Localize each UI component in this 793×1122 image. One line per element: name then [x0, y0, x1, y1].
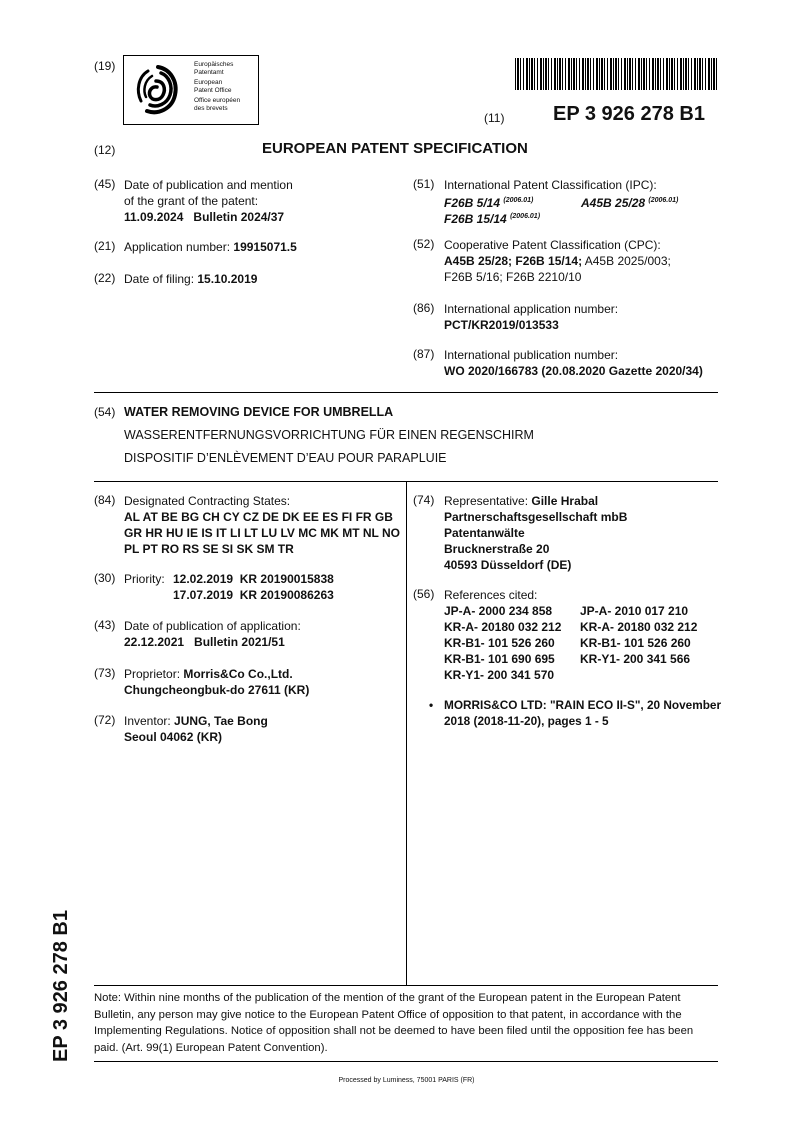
- office-name-line: Patent Office: [194, 86, 232, 94]
- office-name-line: Patentamt: [194, 68, 224, 76]
- field-label: References cited:: [444, 588, 538, 602]
- side-publication-number: EP 3 926 278 B1: [50, 910, 72, 1062]
- inid-code: (45): [94, 177, 116, 191]
- reference-cited: JP-A- 2000 234 858: [444, 604, 553, 618]
- field-label: Cooperative Patent Classification (CPC):: [444, 238, 661, 252]
- priority-entry: 17.07.2019 KR 20190086263: [173, 588, 334, 602]
- title-fr: DISPOSITIF D’ENLÈVEMENT D’EAU POUR PARAPLUIE: [124, 451, 447, 465]
- publication-number: EP 3 926 278 B1: [553, 103, 705, 125]
- code-11: (11): [484, 111, 505, 125]
- code-12: (12): [94, 143, 116, 157]
- epo-logo-icon: [128, 59, 190, 121]
- reference-cited: JP-A- 2010 017 210: [580, 604, 689, 618]
- field-label: Proprietor:: [124, 667, 184, 681]
- inventor-name: JUNG, Tae Bong: [174, 714, 268, 728]
- inid-code: (22): [94, 271, 116, 285]
- title-de: WASSERENTFERNUNGSVORRICHTUNG FÜR EINEN REGENSCHIRM: [124, 428, 534, 442]
- field-label: Inventor:: [124, 714, 175, 728]
- priority-entry: 12.02.2019 KR 20190015838: [173, 572, 334, 586]
- document-title: EUROPEAN PATENT SPECIFICATION: [262, 140, 528, 157]
- ipc-class: A45B 25/28: [581, 196, 646, 210]
- reference-cited: KR-Y1- 200 341 570: [444, 668, 555, 682]
- ipc-version: (2006.01): [503, 197, 534, 204]
- proprietor-name: Morris&Co Co.,Ltd.: [183, 667, 293, 681]
- inid-code: (84): [94, 493, 116, 507]
- office-name-line: European: [194, 79, 223, 87]
- code-19: (19): [94, 59, 116, 73]
- proprietor-address: Chungcheongbuk-do 27611 (KR): [124, 683, 310, 697]
- application-publication-date: 22.12.2021 Bulletin 2021/51: [124, 635, 285, 649]
- grant-date: 11.09.2024 Bulletin 2024/37: [124, 210, 285, 224]
- field-label: Priority:: [124, 572, 165, 586]
- representative-line: 40593 Düsseldorf (DE): [444, 558, 572, 572]
- inid-code: (30): [94, 571, 116, 585]
- opposition-note: [94, 990, 720, 1056]
- office-name-line: Europäisches: [194, 61, 234, 68]
- processed-by: Processed by Luminess, 75001 PARIS (FR): [338, 1077, 475, 1084]
- field-label: International publication number:: [444, 348, 619, 362]
- reference-cited: KR-A- 20180 032 212: [444, 620, 562, 634]
- field-label: Date of publication and mention: [124, 178, 293, 192]
- representative-line: Patentanwälte: [444, 526, 525, 540]
- inid-code: (54): [94, 405, 116, 419]
- ipc-class: F26B 15/14: [444, 212, 507, 226]
- reference-cited: KR-A- 20180 032 212: [580, 620, 698, 634]
- divider: [94, 985, 718, 986]
- office-name-line: Office européen: [194, 97, 241, 105]
- states-line: PL PT RO RS SE SI SK SM TR: [124, 542, 294, 556]
- field-label: Designated Contracting States:: [124, 494, 291, 508]
- ipc-class: F26B 5/14: [444, 196, 501, 210]
- column-divider: [406, 481, 407, 985]
- inid-code: (21): [94, 239, 116, 253]
- npl-line: MORRIS&CO LTD: "RAIN ECO II-S", 20 November: [444, 698, 722, 712]
- epo-logo-box: [123, 55, 259, 125]
- divider: [94, 392, 718, 393]
- inventor-address: Seoul 04062 (KR): [124, 730, 223, 744]
- reference-cited: KR-B1- 101 526 260: [580, 636, 691, 650]
- reference-cited: KR-Y1- 200 341 566: [580, 652, 691, 666]
- ipc-version: (2006.01): [648, 197, 679, 204]
- barcode: [515, 58, 717, 90]
- states-line: GR HR HU IE IS IT LI LT LU LV MC MK MT NL NO: [124, 526, 400, 540]
- representative-name: Gille Hrabal: [531, 494, 599, 508]
- npl-line: 2018 (2018-11-20), pages 1 - 5: [444, 714, 609, 728]
- inid-code: (56): [413, 587, 435, 601]
- note-line: Implementing Regulations. Notice of opposition shall not be deemed to have been filed until the opposition fee has been: [94, 1025, 694, 1037]
- title-en: WATER REMOVING DEVICE FOR UMBRELLA: [124, 405, 394, 419]
- inid-code: (74): [413, 493, 435, 507]
- inid-code: (52): [413, 237, 435, 251]
- inid-code: (43): [94, 618, 116, 632]
- field-label: Date of publication of application:: [124, 619, 301, 633]
- field-label: Date of filing:: [124, 272, 198, 286]
- reference-cited: KR-B1- 101 526 260: [444, 636, 555, 650]
- cpc-primary: A45B 25/28; F26B 15/14;: [444, 254, 583, 268]
- inid-code: (87): [413, 347, 435, 361]
- inid-code: (73): [94, 666, 116, 680]
- application-number: 19915071.5: [233, 240, 297, 254]
- cpc-secondary: A45B 2025/003;: [582, 254, 671, 268]
- note-line: paid. (Art. 99(1) European Patent Convention).: [94, 1041, 328, 1054]
- npl-reference: [429, 697, 722, 729]
- states-line: AL AT BE BG CH CY CZ DE DK EE ES FI FR GB: [124, 510, 393, 524]
- international-application-number: PCT/KR2019/013533: [444, 318, 559, 332]
- inid-code: (86): [413, 301, 435, 315]
- cpc-secondary: F26B 5/16; F26B 2210/10: [444, 270, 582, 284]
- divider: [94, 1061, 718, 1062]
- representative-line: Brucknerstraße 20: [444, 542, 550, 556]
- field-label: Representative:: [444, 494, 532, 508]
- inid-code: (72): [94, 713, 116, 727]
- inid-code: (51): [413, 177, 435, 191]
- field-label: International application number:: [444, 302, 619, 316]
- bullet-icon: •: [429, 698, 434, 712]
- office-name-line: des brevets: [194, 104, 228, 112]
- international-publication-number: WO 2020/166783 (20.08.2020 Gazette 2020/34): [444, 364, 703, 378]
- epo-office-names: [194, 61, 240, 113]
- filing-date: 15.10.2019: [197, 272, 258, 286]
- note-line: Bulletin, any person may give notice to the European Patent Office of opposition to that patent, in accordance with the: [94, 1008, 682, 1021]
- note-line: Note: Within nine months of the publication of the mention of the grant of the European patent in the European Patent: [94, 992, 681, 1004]
- field-label: of the grant of the patent:: [124, 194, 259, 208]
- field-label: International Patent Classification (IPC):: [444, 178, 657, 192]
- ipc-version: (2006.01): [510, 213, 541, 220]
- representative-line: Partnerschaftsgesellschaft mbB: [444, 510, 628, 524]
- field-label: Application number:: [124, 240, 234, 254]
- reference-cited: KR-B1- 101 690 695: [444, 652, 555, 666]
